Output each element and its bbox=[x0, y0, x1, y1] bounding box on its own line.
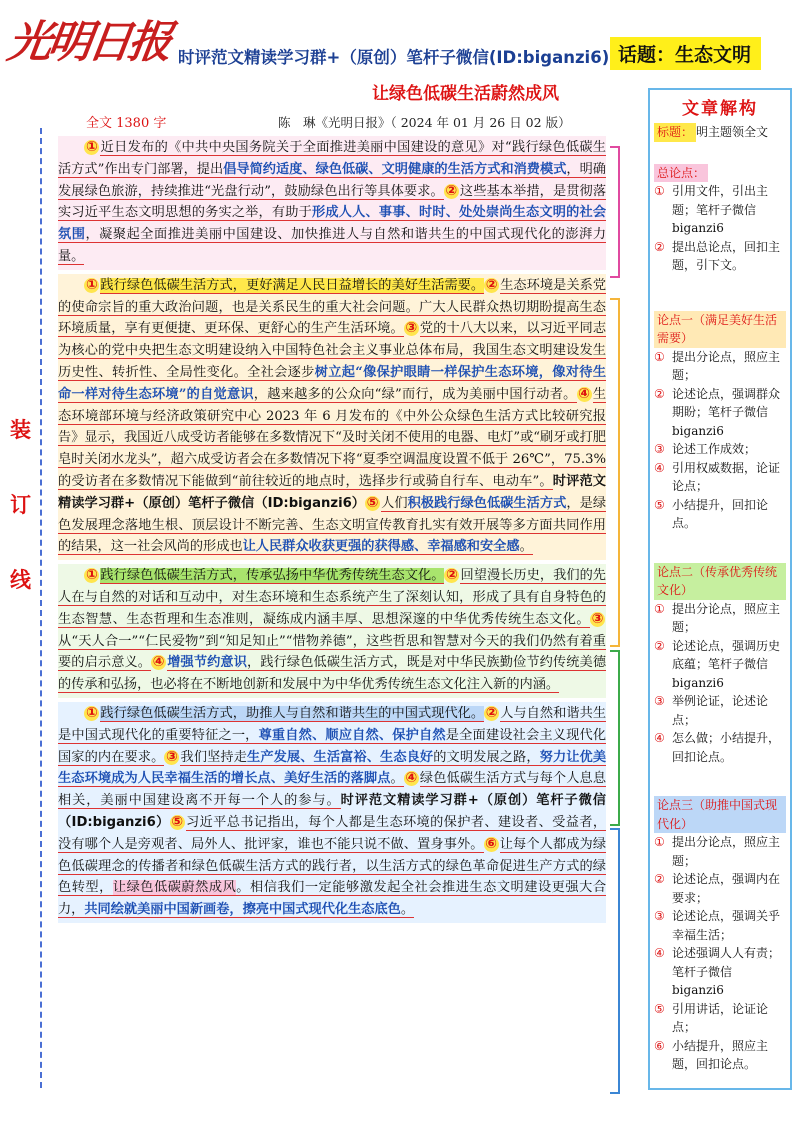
binding-line bbox=[40, 128, 42, 1088]
sidebar-section bbox=[650, 796, 790, 1074]
sidebar-item-number: ② bbox=[654, 239, 665, 254]
sidebar-section bbox=[650, 563, 790, 767]
sentence: 生态环境是关系党的使命宗旨的重大政治问题，也是关系民生的重大社会问题。广大人民群众热切期盼提高生态环境质量，享有更便捷、更环保、更舒心的生产生活环境。 bbox=[58, 277, 607, 337]
sentence: 。 bbox=[390, 771, 404, 787]
sentence-number: ④ bbox=[405, 770, 418, 787]
structure-sidebar bbox=[648, 88, 792, 1090]
sentence-number: ⑤ bbox=[366, 494, 379, 511]
sentence-number: ② bbox=[446, 567, 458, 584]
sidebar-section-item bbox=[654, 833, 786, 870]
newspaper-logo: 光明日报 bbox=[4, 17, 172, 68]
bracket-point-3 bbox=[610, 828, 620, 1094]
sentence: ，越来越多的公众向“绿”而行，成为美丽中国行动者。 bbox=[253, 386, 577, 402]
sidebar-item-text: 引用文件，引出主题；笔杆子微信 biganzi6 bbox=[672, 184, 769, 235]
paragraph-point-3 bbox=[58, 702, 606, 923]
header-banner: 时评范文精读学习群+（原创）笔杆子微信(ID:biganzi6) bbox=[178, 48, 610, 67]
sidebar-item-number: ⑤ bbox=[654, 497, 665, 512]
sidebar-item-text: 提出总论点，回扣主题，引下文。 bbox=[672, 239, 781, 272]
key-phrase: 努力让优美生态环境成为人民幸福生活的增长点、美好生活的落脚点 bbox=[58, 749, 607, 787]
sidebar-item-number: ② bbox=[654, 386, 665, 401]
sentence-number: ② bbox=[485, 704, 498, 721]
paragraph-point-2 bbox=[58, 564, 606, 698]
binding-char: 线 bbox=[10, 568, 31, 592]
sidebar-item-text: 论述论点，强调内在要求； bbox=[672, 872, 781, 905]
sentence: ，凝聚起全面推进美丽中国建设、加快推进人与自然和谐共生的中国式现代化的澎湃力量。 bbox=[58, 227, 607, 264]
sidebar-item-number: ④ bbox=[654, 460, 665, 475]
sentence-number: ① bbox=[85, 704, 98, 721]
sidebar-item-text: 举例论证，论述论点； bbox=[672, 694, 769, 727]
sidebar-item-text: 论述工作成效； bbox=[672, 442, 757, 456]
sidebar-item-number: ① bbox=[654, 349, 665, 364]
sidebar-section-item bbox=[654, 348, 786, 385]
sidebar-section-item bbox=[654, 385, 786, 441]
sidebar-item-number: ② bbox=[654, 872, 665, 886]
sentence-number: ③ bbox=[405, 320, 418, 337]
sidebar-section-item bbox=[654, 238, 786, 275]
sidebar-title-desc: 明主题领全文 bbox=[696, 125, 769, 139]
sidebar-section-item bbox=[654, 907, 786, 944]
point-sentence: 践行绿色低碳生活方式，传承弘扬中华优秀传统生态文化。 bbox=[100, 568, 445, 584]
sidebar-item-text: 论述论点，强调关乎幸福生活； bbox=[672, 909, 781, 942]
sidebar-section-item bbox=[654, 459, 786, 496]
sentence: 。 bbox=[400, 902, 415, 918]
sidebar-item-number: ④ bbox=[654, 731, 665, 745]
sidebar-section bbox=[650, 311, 790, 533]
sidebar-section-item bbox=[654, 692, 786, 729]
paragraph-point-1 bbox=[58, 274, 606, 560]
sidebar-section-item bbox=[654, 600, 786, 637]
sidebar-item-text: 怎么做；小结提升，回扣论点。 bbox=[672, 731, 781, 764]
sidebar-item-text: 论述论点，强调历史底蕴；笔杆子微信 biganzi6 bbox=[672, 638, 781, 690]
watermark-ad: 时评范文精读学习群+（原创）笔杆子微信（ID:biganzi6） bbox=[58, 473, 606, 511]
sidebar-section-item bbox=[654, 496, 786, 533]
sidebar-item-number: ④ bbox=[654, 946, 665, 960]
sentence: 。 bbox=[519, 539, 533, 555]
sentence-number: ② bbox=[485, 276, 498, 293]
key-phrase: 生产发展、生活富裕、生态良好 bbox=[247, 749, 434, 765]
sentence-number: ① bbox=[85, 567, 98, 584]
sidebar-item-number: ① bbox=[654, 601, 665, 616]
sentence-number: ① bbox=[85, 139, 98, 155]
sentence: 让每个人都成为绿色低碳理念的传播者和绿色低碳生活方式的践行者，以生活方式的绿色革命促进生产方式的绿色转型， bbox=[58, 836, 607, 896]
sentence: 生态环境部环境与经济政策研究中心 2023 年 6 月发布的《中外公众绿色生活方式比较研究报告》显示，我国近八成受访者能够在多数情况下“及时关闭不使用的电器、电灯”或“刷牙或打肥皂时关闭水龙头”，超六成受访者会在多数情况下将“夏季空调温度设置不低于 26℃”，75.3% 的受访者在多数情况下能做到“前往较近的地点时，选择步行或骑自行车、电动车”。 bbox=[58, 386, 607, 489]
key-phrase: 树立起“像保护眼睛一样保护生态环境，像对待生命一样对待生态环境”的自觉意识 bbox=[58, 364, 607, 402]
key-phrase: 形成人人、事事、时时、处处崇尚生态文明的社会氛围 bbox=[58, 205, 607, 243]
sidebar-item-text: 引用讲话，论证论点； bbox=[672, 1001, 769, 1034]
key-phrase: 让人民群众收获更强的获得感、幸福感和安全感 bbox=[242, 539, 520, 555]
sidebar-item-number: ⑤ bbox=[654, 1001, 665, 1016]
sentence: 党的十八大以来，以习近平同志为核心的党中央把生态文明建设纳入中国特色社会主义事业总体布局，我国生态文明建设发生历史性、转折性、全局性变化。全社会逐步 bbox=[58, 321, 607, 380]
sidebar-item-number: ① bbox=[654, 184, 665, 198]
sidebar-item-number: ③ bbox=[654, 694, 665, 708]
sentence-number: ⑤ bbox=[171, 813, 184, 830]
key-phrase: 倡导简约适度、绿色低碳、文明健康的生活方式和消费模式 bbox=[223, 161, 567, 177]
sidebar-item-number: ① bbox=[654, 835, 665, 849]
sentence: 习近平总书记指出，每个人都是生态环境的保护者、建设者、受益者，没有哪个人是旁观者、局外人、批评家，谁也不能只说不做、置身事外。 bbox=[58, 814, 607, 852]
sidebar-title-label: 标题： bbox=[654, 123, 696, 142]
sidebar-item-text: 提出分论点，照应主题； bbox=[672, 835, 781, 868]
topic-badge: 话题：生态文明 bbox=[610, 37, 761, 70]
sidebar-section-item bbox=[654, 637, 786, 693]
point-sentence: 践行绿色低碳生活方式，更好满足人民日益增长的美好生活需要。 bbox=[100, 277, 485, 293]
sentence: ，明确发展绿色旅游，持续推进“光盘行动”，鼓励绿色出行等具体要求。 bbox=[58, 161, 606, 199]
sidebar-section-item bbox=[654, 182, 786, 238]
sidebar-section bbox=[650, 164, 790, 275]
binding-label bbox=[10, 420, 34, 645]
sentence-number: ② bbox=[445, 182, 458, 199]
sidebar-section-head: 论点二（传承优秀传统文化） bbox=[654, 563, 786, 600]
sentence-number: ⑥ bbox=[485, 835, 498, 852]
bracket-intro bbox=[610, 146, 620, 278]
sidebar-section-item bbox=[654, 1000, 786, 1037]
theme-phrase: 让绿色低碳蔚然成风 bbox=[112, 880, 237, 896]
sidebar-sections bbox=[650, 164, 790, 1074]
sentence-number: ① bbox=[85, 276, 98, 293]
sentence: 从“天人合一”“仁民爱物”到“知足知止”“惜物养德”，这些哲思和智慧对今天的我们仍然有着重要的启示意义。 bbox=[58, 633, 606, 671]
sentence: 这些基本举措，是贯彻落实习近平生态文明思想的务实之举，有助于 bbox=[58, 183, 607, 221]
byline: 陈 琳《光明日报》（ 2024 年 01 月 26 日 02 版） bbox=[278, 115, 571, 130]
sidebar-item-number: ③ bbox=[654, 909, 665, 923]
key-phrase: 积极践行绿色低碳生活方式 bbox=[407, 495, 567, 511]
sidebar-section-head: 总论点： bbox=[654, 164, 708, 183]
bracket-point-1 bbox=[610, 298, 620, 647]
sentence: 近日发布的《中共中央国务院关于全面推进美丽中国建设的意见》对“践行绿色低碳生活方式”作出专门部署，提出 bbox=[58, 140, 606, 177]
sidebar-section-item bbox=[654, 440, 786, 459]
sidebar-item-text: 小结提升，照应主题，回扣论点。 bbox=[672, 1038, 769, 1071]
word-count: 全文 1380 字 bbox=[86, 116, 167, 131]
sentence: 是全面建设社会主义现代化国家的内在要求。 bbox=[58, 727, 607, 765]
binding-char: 订 bbox=[10, 493, 31, 517]
sidebar-item-text: 论述论点，强调群众期盼；笔杆子微信 biganzi6 bbox=[672, 386, 781, 438]
sidebar-section-item bbox=[654, 944, 786, 1000]
sidebar-title-note bbox=[650, 123, 790, 142]
sentence-number: ④ bbox=[152, 654, 165, 671]
sentence: 我们坚持走 bbox=[180, 749, 248, 765]
key-phrase: 尊重自然、顺应自然、保护自然 bbox=[258, 727, 446, 743]
sidebar-item-number: ③ bbox=[654, 442, 665, 456]
sentence: 的文明发展之路， bbox=[433, 749, 540, 765]
watermark-ad: 时评范文精读学习群+（原创）笔杆子微信（ID:biganzi6） bbox=[58, 793, 606, 830]
sidebar-item-text: 提出分论点，照应主题； bbox=[672, 601, 781, 634]
sidebar-section-item bbox=[654, 729, 786, 766]
sidebar-section-head: 论点三（助推中国式现代化） bbox=[654, 796, 786, 833]
sentence: 。相信我们一定能够激发起全社会推进生态文明建设更强大合力， bbox=[58, 880, 607, 918]
sentence: 人与自然和谐共生是中国式现代化的重要特征之一， bbox=[58, 705, 607, 743]
sentence: ，是绿色发展理念落地生根、顶层设计不断完善、生态文明宣传教育扎实有效开展等多方面共同作用的结果，这一社会风尚的形成也 bbox=[58, 495, 607, 555]
sentence-number: ③ bbox=[591, 610, 604, 627]
sidebar-item-number: ⑥ bbox=[654, 1038, 665, 1053]
sidebar-item-text: 引用权威数据，论证论点； bbox=[672, 460, 781, 493]
article-title: 让绿色低碳生活蔚然成风 bbox=[372, 84, 559, 104]
sidebar-section-item bbox=[654, 1037, 786, 1074]
sidebar-item-text: 论述强调人人有责；笔杆子微信 biganzi6 bbox=[672, 946, 781, 997]
sidebar-item-number: ② bbox=[654, 638, 665, 653]
sidebar-item-text: 小结提升，回扣论点。 bbox=[672, 497, 769, 530]
bracket-point-2 bbox=[610, 650, 620, 826]
sentence-number: ③ bbox=[165, 748, 178, 765]
sidebar-item-text: 提出分论点，照应主题； bbox=[672, 349, 781, 382]
binding-char: 装 bbox=[10, 418, 31, 442]
paragraph-intro bbox=[58, 136, 606, 270]
sidebar-title: 文章解构 bbox=[682, 99, 758, 119]
sentence: 人们 bbox=[381, 495, 408, 511]
sentence-number: ④ bbox=[578, 385, 590, 402]
key-phrase: 增强节约意识 bbox=[167, 655, 248, 671]
sentence: ，践行绿色低碳生活方式，既是对中华民族勤俭节约传统美德的传承和弘扬，也必将在不断地创新和发展中为中华优秀传统生态文化注入新的内涵。 bbox=[58, 655, 607, 693]
sentence: 绿色低碳生活方式与每个人息息相关，美丽中国建设离不开每一个人的参与。 bbox=[58, 771, 607, 809]
point-sentence: 践行绿色低碳生活方式，助推人与自然和谐共生的中国式现代化。 bbox=[100, 705, 485, 721]
sentence: 回望漫长历史，我们的先人在与自然的对话和互动中，对生态环境和生态系统产生了深刻认知，形成了具有自身特色的生态智慧、生态哲理和生态准则，凝练成内涵丰厚、思想深邃的中华优秀传统生态文化。 bbox=[58, 568, 606, 627]
sidebar-section-head: 论点一（满足美好生活需要） bbox=[654, 311, 786, 348]
sidebar-section-item bbox=[654, 870, 786, 907]
article-body bbox=[58, 136, 606, 927]
key-phrase: 共同绘就美丽中国新画卷，擦亮中国式现代化生态底色 bbox=[84, 902, 401, 918]
